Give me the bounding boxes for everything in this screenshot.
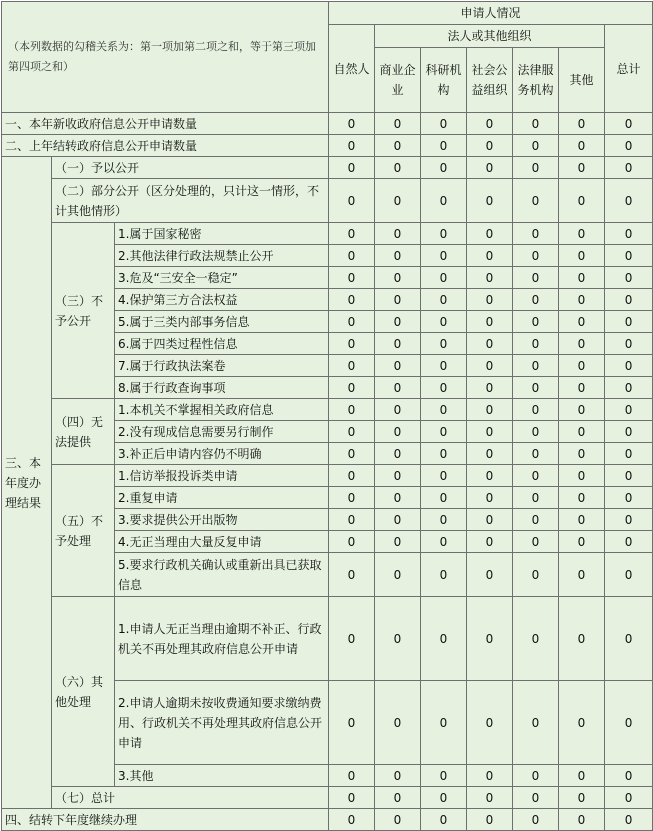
row-label: 四、结转下年度继续办理 bbox=[2, 809, 329, 831]
value-cell: 0 bbox=[329, 809, 375, 831]
value-cell: 0 bbox=[329, 311, 375, 333]
value-cell: 0 bbox=[605, 311, 653, 333]
table-row bbox=[2, 809, 653, 831]
value-cell: 0 bbox=[513, 787, 559, 809]
value-cell: 0 bbox=[375, 597, 421, 681]
value-cell: 0 bbox=[329, 553, 375, 597]
value-cell: 0 bbox=[559, 179, 605, 223]
value-cell: 0 bbox=[375, 681, 421, 765]
value-cell: 0 bbox=[421, 465, 467, 487]
value-cell: 0 bbox=[559, 421, 605, 443]
value-cell: 0 bbox=[513, 443, 559, 465]
value-cell: 0 bbox=[605, 289, 653, 311]
group-other-process: （六）其他处理 bbox=[52, 597, 115, 787]
value-cell: 0 bbox=[513, 245, 559, 267]
value-cell: 0 bbox=[329, 245, 375, 267]
value-cell: 0 bbox=[513, 135, 559, 157]
table-row bbox=[2, 223, 653, 245]
value-cell: 0 bbox=[375, 355, 421, 377]
value-cell: 0 bbox=[605, 355, 653, 377]
row-label: 5.要求行政机关确认或重新出具已获取信息 bbox=[115, 553, 329, 597]
value-cell: 0 bbox=[559, 487, 605, 509]
value-cell: 0 bbox=[513, 377, 559, 399]
row-label: 1.本机关不掌握相关政府信息 bbox=[115, 399, 329, 421]
value-cell: 0 bbox=[559, 787, 605, 809]
value-cell: 0 bbox=[467, 399, 513, 421]
value-cell: 0 bbox=[329, 113, 375, 135]
value-cell: 0 bbox=[467, 289, 513, 311]
group-section3: 三、本年度办理结果 bbox=[2, 157, 52, 809]
row-label: 3.其他 bbox=[115, 765, 329, 787]
row-label: 5.属于三类内部事务信息 bbox=[115, 311, 329, 333]
value-cell: 0 bbox=[375, 223, 421, 245]
value-cell: 0 bbox=[375, 113, 421, 135]
row-label: 4.无正当理由大量反复申请 bbox=[115, 531, 329, 553]
value-cell: 0 bbox=[605, 465, 653, 487]
table-row bbox=[2, 399, 653, 421]
value-cell: 0 bbox=[329, 223, 375, 245]
value-cell: 0 bbox=[375, 465, 421, 487]
value-cell: 0 bbox=[375, 311, 421, 333]
value-cell: 0 bbox=[329, 531, 375, 553]
table-row bbox=[2, 179, 653, 223]
value-cell: 0 bbox=[375, 509, 421, 531]
value-cell: 0 bbox=[467, 787, 513, 809]
value-cell: 0 bbox=[421, 113, 467, 135]
row-label: 2.其他法律行政法规禁止公开 bbox=[115, 245, 329, 267]
value-cell: 0 bbox=[421, 421, 467, 443]
row-label: 二、上年结转政府信息公开申请数量 bbox=[2, 135, 329, 157]
value-cell: 0 bbox=[421, 157, 467, 179]
value-cell: 0 bbox=[467, 681, 513, 765]
value-cell: 0 bbox=[605, 267, 653, 289]
value-cell: 0 bbox=[513, 157, 559, 179]
value-cell: 0 bbox=[605, 333, 653, 355]
value-cell: 0 bbox=[513, 113, 559, 135]
value-cell: 0 bbox=[329, 157, 375, 179]
value-cell: 0 bbox=[421, 765, 467, 787]
value-cell: 0 bbox=[467, 245, 513, 267]
value-cell: 0 bbox=[513, 809, 559, 831]
value-cell: 0 bbox=[375, 377, 421, 399]
value-cell: 0 bbox=[513, 465, 559, 487]
value-cell: 0 bbox=[513, 531, 559, 553]
value-cell: 0 bbox=[421, 531, 467, 553]
value-cell: 0 bbox=[559, 765, 605, 787]
table-row bbox=[2, 157, 653, 179]
value-cell: 0 bbox=[329, 399, 375, 421]
row-label: 1.信访举报投诉类申请 bbox=[115, 465, 329, 487]
value-cell: 0 bbox=[375, 289, 421, 311]
row-label: 2.重复申请 bbox=[115, 487, 329, 509]
value-cell: 0 bbox=[421, 135, 467, 157]
value-cell: 0 bbox=[605, 765, 653, 787]
value-cell: 0 bbox=[375, 443, 421, 465]
value-cell: 0 bbox=[513, 311, 559, 333]
value-cell: 0 bbox=[375, 135, 421, 157]
value-cell: 0 bbox=[467, 267, 513, 289]
row-label: 一、本年新收政府信息公开申请数量 bbox=[2, 113, 329, 135]
value-cell: 0 bbox=[421, 681, 467, 765]
value-cell: 0 bbox=[467, 597, 513, 681]
value-cell: 0 bbox=[605, 421, 653, 443]
value-cell: 0 bbox=[375, 333, 421, 355]
value-cell: 0 bbox=[329, 135, 375, 157]
value-cell: 0 bbox=[329, 267, 375, 289]
value-cell: 0 bbox=[467, 223, 513, 245]
value-cell: 0 bbox=[421, 377, 467, 399]
row-label: 3.危及“三安全一稳定” bbox=[115, 267, 329, 289]
value-cell: 0 bbox=[559, 355, 605, 377]
value-cell: 0 bbox=[559, 113, 605, 135]
value-cell: 0 bbox=[605, 809, 653, 831]
value-cell: 0 bbox=[329, 487, 375, 509]
value-cell: 0 bbox=[605, 135, 653, 157]
value-cell: 0 bbox=[559, 465, 605, 487]
value-cell: 0 bbox=[375, 267, 421, 289]
value-cell: 0 bbox=[559, 333, 605, 355]
value-cell: 0 bbox=[605, 113, 653, 135]
value-cell: 0 bbox=[375, 553, 421, 597]
value-cell: 0 bbox=[375, 809, 421, 831]
value-cell: 0 bbox=[375, 531, 421, 553]
table-row bbox=[2, 135, 653, 157]
header-other: 其他 bbox=[559, 48, 605, 113]
value-cell: 0 bbox=[421, 245, 467, 267]
value-cell: 0 bbox=[605, 245, 653, 267]
row-label: 2.没有现成信息需要另行制作 bbox=[115, 421, 329, 443]
value-cell: 0 bbox=[513, 681, 559, 765]
value-cell: 0 bbox=[513, 421, 559, 443]
value-cell: 0 bbox=[605, 443, 653, 465]
value-cell: 0 bbox=[513, 487, 559, 509]
value-cell: 0 bbox=[421, 311, 467, 333]
header-research: 科研机构 bbox=[421, 48, 467, 113]
value-cell: 0 bbox=[421, 553, 467, 597]
value-cell: 0 bbox=[421, 267, 467, 289]
value-cell: 0 bbox=[559, 135, 605, 157]
value-cell: 0 bbox=[375, 245, 421, 267]
value-cell: 0 bbox=[559, 443, 605, 465]
value-cell: 0 bbox=[329, 765, 375, 787]
header-legal: 法律服务机构 bbox=[513, 48, 559, 113]
row-label: （一）予以公开 bbox=[52, 157, 329, 179]
value-cell: 0 bbox=[421, 597, 467, 681]
value-cell: 0 bbox=[467, 553, 513, 597]
value-cell: 0 bbox=[421, 223, 467, 245]
value-cell: 0 bbox=[329, 509, 375, 531]
value-cell: 0 bbox=[513, 179, 559, 223]
value-cell: 0 bbox=[467, 311, 513, 333]
value-cell: 0 bbox=[559, 289, 605, 311]
row-label: 3.补正后申请内容仍不明确 bbox=[115, 443, 329, 465]
header-total: 总计 bbox=[605, 25, 653, 113]
value-cell: 0 bbox=[559, 509, 605, 531]
header-applicant: 申请人情况 bbox=[329, 2, 653, 25]
value-cell: 0 bbox=[329, 681, 375, 765]
value-cell: 0 bbox=[605, 179, 653, 223]
value-cell: 0 bbox=[513, 267, 559, 289]
value-cell: 0 bbox=[513, 597, 559, 681]
value-cell: 0 bbox=[467, 135, 513, 157]
value-cell: 0 bbox=[467, 487, 513, 509]
value-cell: 0 bbox=[513, 399, 559, 421]
value-cell: 0 bbox=[559, 157, 605, 179]
group-unable: （四）无法提供 bbox=[52, 399, 115, 465]
value-cell: 0 bbox=[329, 289, 375, 311]
value-cell: 0 bbox=[467, 421, 513, 443]
value-cell: 0 bbox=[559, 245, 605, 267]
value-cell: 0 bbox=[421, 487, 467, 509]
row-label: 1.申请人无正当理由逾期不补正、行政机关不再处理其政府信息公开申请 bbox=[115, 597, 329, 681]
value-cell: 0 bbox=[559, 399, 605, 421]
table-row bbox=[2, 787, 653, 809]
value-cell: 0 bbox=[329, 443, 375, 465]
value-cell: 0 bbox=[513, 289, 559, 311]
value-cell: 0 bbox=[421, 443, 467, 465]
value-cell: 0 bbox=[513, 223, 559, 245]
value-cell: 0 bbox=[559, 311, 605, 333]
value-cell: 0 bbox=[559, 531, 605, 553]
value-cell: 0 bbox=[513, 333, 559, 355]
disclosure-table bbox=[1, 1, 653, 831]
value-cell: 0 bbox=[467, 465, 513, 487]
row-label: 3.要求提供公开出版物 bbox=[115, 509, 329, 531]
value-cell: 0 bbox=[375, 157, 421, 179]
value-cell: 0 bbox=[421, 787, 467, 809]
value-cell: 0 bbox=[329, 377, 375, 399]
value-cell: 0 bbox=[467, 531, 513, 553]
header-note: （本列数据的勾稽关系为：第一项加第二项之和，等于第三项加第四项之和） bbox=[2, 2, 329, 113]
value-cell: 0 bbox=[421, 289, 467, 311]
value-cell: 0 bbox=[467, 113, 513, 135]
group-not-public: （三）不予公开 bbox=[52, 223, 115, 399]
row-label: 2.申请人逾期未按收费通知要求缴纳费用、行政机关不再处理其政府信息公开申请 bbox=[115, 681, 329, 765]
value-cell: 0 bbox=[467, 179, 513, 223]
value-cell: 0 bbox=[329, 179, 375, 223]
value-cell: 0 bbox=[559, 267, 605, 289]
value-cell: 0 bbox=[329, 355, 375, 377]
value-cell: 0 bbox=[605, 597, 653, 681]
value-cell: 0 bbox=[559, 223, 605, 245]
value-cell: 0 bbox=[375, 765, 421, 787]
value-cell: 0 bbox=[467, 333, 513, 355]
value-cell: 0 bbox=[559, 377, 605, 399]
value-cell: 0 bbox=[513, 553, 559, 597]
row-label: 6.属于四类过程性信息 bbox=[115, 333, 329, 355]
value-cell: 0 bbox=[605, 377, 653, 399]
row-label: 8.属于行政查询事项 bbox=[115, 377, 329, 399]
value-cell: 0 bbox=[467, 765, 513, 787]
row-label: （二）部分公开（区分处理的，只计这一情形，不计其他情形） bbox=[52, 179, 329, 223]
row-label: 7.属于行政执法案卷 bbox=[115, 355, 329, 377]
value-cell: 0 bbox=[559, 553, 605, 597]
value-cell: 0 bbox=[605, 681, 653, 765]
value-cell: 0 bbox=[375, 421, 421, 443]
row-label: 1.属于国家秘密 bbox=[115, 223, 329, 245]
value-cell: 0 bbox=[375, 487, 421, 509]
value-cell: 0 bbox=[467, 809, 513, 831]
value-cell: 0 bbox=[513, 509, 559, 531]
value-cell: 0 bbox=[605, 487, 653, 509]
value-cell: 0 bbox=[605, 553, 653, 597]
header-natural-person: 自然人 bbox=[329, 25, 375, 113]
value-cell: 0 bbox=[329, 787, 375, 809]
value-cell: 0 bbox=[329, 333, 375, 355]
value-cell: 0 bbox=[329, 465, 375, 487]
value-cell: 0 bbox=[605, 157, 653, 179]
table-row bbox=[2, 465, 653, 487]
table-row bbox=[2, 597, 653, 681]
value-cell: 0 bbox=[375, 399, 421, 421]
group-not-process: （五）不予处理 bbox=[52, 465, 115, 597]
value-cell: 0 bbox=[421, 509, 467, 531]
row-label: （七）总计 bbox=[52, 787, 329, 809]
value-cell: 0 bbox=[421, 179, 467, 223]
value-cell: 0 bbox=[513, 765, 559, 787]
value-cell: 0 bbox=[605, 509, 653, 531]
value-cell: 0 bbox=[421, 355, 467, 377]
value-cell: 0 bbox=[375, 787, 421, 809]
value-cell: 0 bbox=[375, 179, 421, 223]
value-cell: 0 bbox=[605, 787, 653, 809]
value-cell: 0 bbox=[513, 355, 559, 377]
value-cell: 0 bbox=[329, 421, 375, 443]
value-cell: 0 bbox=[467, 157, 513, 179]
value-cell: 0 bbox=[467, 355, 513, 377]
header-org-group: 法人或其他组织 bbox=[375, 25, 605, 48]
value-cell: 0 bbox=[605, 223, 653, 245]
value-cell: 0 bbox=[467, 443, 513, 465]
value-cell: 0 bbox=[559, 681, 605, 765]
value-cell: 0 bbox=[421, 809, 467, 831]
value-cell: 0 bbox=[467, 377, 513, 399]
value-cell: 0 bbox=[467, 509, 513, 531]
value-cell: 0 bbox=[559, 597, 605, 681]
value-cell: 0 bbox=[605, 531, 653, 553]
header-social: 社会公益组织 bbox=[467, 48, 513, 113]
value-cell: 0 bbox=[329, 597, 375, 681]
header-commercial: 商业企业 bbox=[375, 48, 421, 113]
row-label: 4.保护第三方合法权益 bbox=[115, 289, 329, 311]
value-cell: 0 bbox=[605, 399, 653, 421]
table-row bbox=[2, 113, 653, 135]
value-cell: 0 bbox=[421, 399, 467, 421]
value-cell: 0 bbox=[421, 333, 467, 355]
value-cell: 0 bbox=[559, 809, 605, 831]
